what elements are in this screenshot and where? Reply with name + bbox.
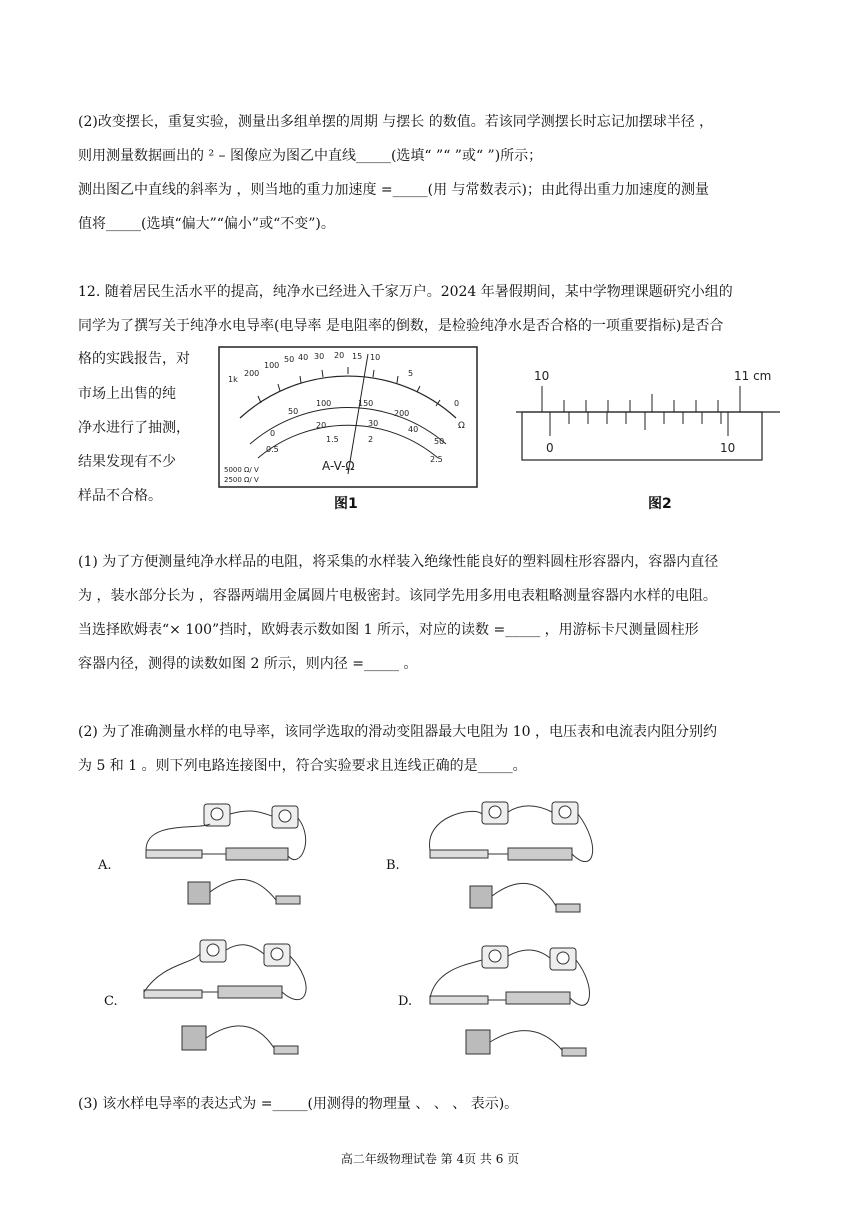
caliper-vernier-left-label: 0 <box>546 441 554 455</box>
circuit-option-a <box>140 800 310 915</box>
q12-side-line5: 样品不合格。 <box>78 488 162 504</box>
circuit-option-c <box>142 934 312 1059</box>
figure1-caption: 图1 <box>334 496 358 512</box>
svg-text:100: 100 <box>264 361 280 370</box>
option-a-label: A. <box>98 858 112 873</box>
svg-text:1.5: 1.5 <box>326 435 339 444</box>
svg-text:200: 200 <box>394 409 410 418</box>
q12-intro-line2: 同学为了撰写关于纯净水电导率(电导率 是电阻率的倒数，是检验纯净水是否合格的一项重要指标)是否合 <box>78 318 724 334</box>
svg-text:50: 50 <box>288 407 299 416</box>
svg-text:10: 10 <box>370 353 381 362</box>
meter-note-2: 2500 Ω/ V <box>224 476 259 484</box>
q12-part2-line1: (2) 为了准确测量水样的电导率，该同学选取的滑动变阻器最大电阻为 10 ，电压表和电流表内阻分别约 <box>78 724 717 740</box>
svg-text:40: 40 <box>298 353 309 362</box>
svg-text:30: 30 <box>314 352 325 361</box>
q12-side-line4: 结果发现有不少 <box>78 454 176 470</box>
svg-text:150: 150 <box>358 399 374 408</box>
q12-part2-line2: 为 5 和 1 。则下列电路连接图中，符合实验要求且连线正确的是_____。 <box>78 758 527 774</box>
meter-note-1: 5000 Ω/ V <box>224 466 259 474</box>
svg-text:2.5: 2.5 <box>430 455 443 464</box>
svg-text:50: 50 <box>434 437 445 446</box>
meter-ohm-label: Ω <box>458 421 465 431</box>
meter-label: A-V-Ω <box>322 459 355 473</box>
q12-intro-line1: 12. 随着居民生活水平的提高，纯净水已经进入千家万户。2024 年暑假期间，某中学物理课题研究小组的 <box>78 284 733 300</box>
option-c-label: C. <box>104 994 118 1009</box>
svg-text:5: 5 <box>408 369 414 378</box>
svg-text:0: 0 <box>454 399 460 408</box>
q12-part3-line1: (3) 该水样电导率的表达式为 =_____(用测得的物理量 、 、 、 表示)。 <box>78 1096 519 1112</box>
svg-text:15: 15 <box>352 352 363 361</box>
svg-text:20: 20 <box>316 421 327 430</box>
circuit-option-b <box>424 796 604 921</box>
caliper-vernier-right-label: 10 <box>720 441 736 455</box>
q11-part2-line2: 则用测量数据画出的 ² – 图像应为图乙中直线_____(选填“ ”“ ”或“ ”)所示； <box>78 148 543 164</box>
svg-text:1k: 1k <box>228 375 238 384</box>
q12-part1-line3: 当选择欧姆表“× 100”挡时，欧姆表示数如图 1 所示，对应的读数 =_____ ，用游标卡尺测量圆柱形 <box>78 622 699 638</box>
caliper-main-right-label: 11 cm <box>734 369 772 383</box>
q12-side-line1: 格的实践报告，对 <box>78 351 190 367</box>
q12-part1-line4: 容器内径，测得的读数如图 2 所示，则内径 =_____ 。 <box>78 656 418 672</box>
circuit-option-d <box>426 938 596 1063</box>
vernier-caliper-figure <box>512 360 784 466</box>
svg-text:40: 40 <box>408 425 419 434</box>
page-footer: 高二年级物理试卷 第 4页 共 6 页 <box>340 1152 520 1166</box>
svg-text:2: 2 <box>368 435 374 444</box>
option-b-label: B. <box>386 858 400 873</box>
q12-side-line2: 市场上出售的纯 <box>78 386 176 402</box>
q12-part1-line2: 为 ，装水部分长为 ，容器两端用金属圆片电极密封。该同学先用多用电表粗略测量容器内水样的电阻。 <box>78 588 717 604</box>
option-d-label: D. <box>398 994 413 1009</box>
q12-part1-line1: (1) 为了方便测量纯净水样品的电阻，将采集的水样装入绝缘性能良好的塑料圆柱形容器内，容器内直径 <box>78 554 719 570</box>
svg-text:50: 50 <box>284 355 295 364</box>
svg-text:0: 0 <box>270 429 276 438</box>
svg-text:100: 100 <box>316 399 332 408</box>
svg-text:20: 20 <box>334 351 345 360</box>
q11-part2-line4: 值将_____(选填“偏大”“偏小”或“不变”)。 <box>78 216 335 232</box>
svg-text:0.5: 0.5 <box>266 445 279 454</box>
multimeter-dial-figure <box>218 346 478 488</box>
q11-part2-line3: 测出图乙中直线的斜率为 ，则当地的重力加速度 =_____(用 与常数表示)；由此得出重力加速度的测量 <box>78 182 710 198</box>
q11-part2-line1: (2)改变摆长，重复实验，测量出多组单摆的周期 与摆长 的数值。若该同学测摆长时忘记加摆球半径 ， <box>78 114 714 130</box>
figure2-caption: 图2 <box>648 496 672 512</box>
svg-text:200: 200 <box>244 369 260 378</box>
q12-side-line3: 净水进行了抽测， <box>78 420 190 436</box>
caliper-main-left-label: 10 <box>534 369 550 383</box>
svg-text:30: 30 <box>368 419 379 428</box>
